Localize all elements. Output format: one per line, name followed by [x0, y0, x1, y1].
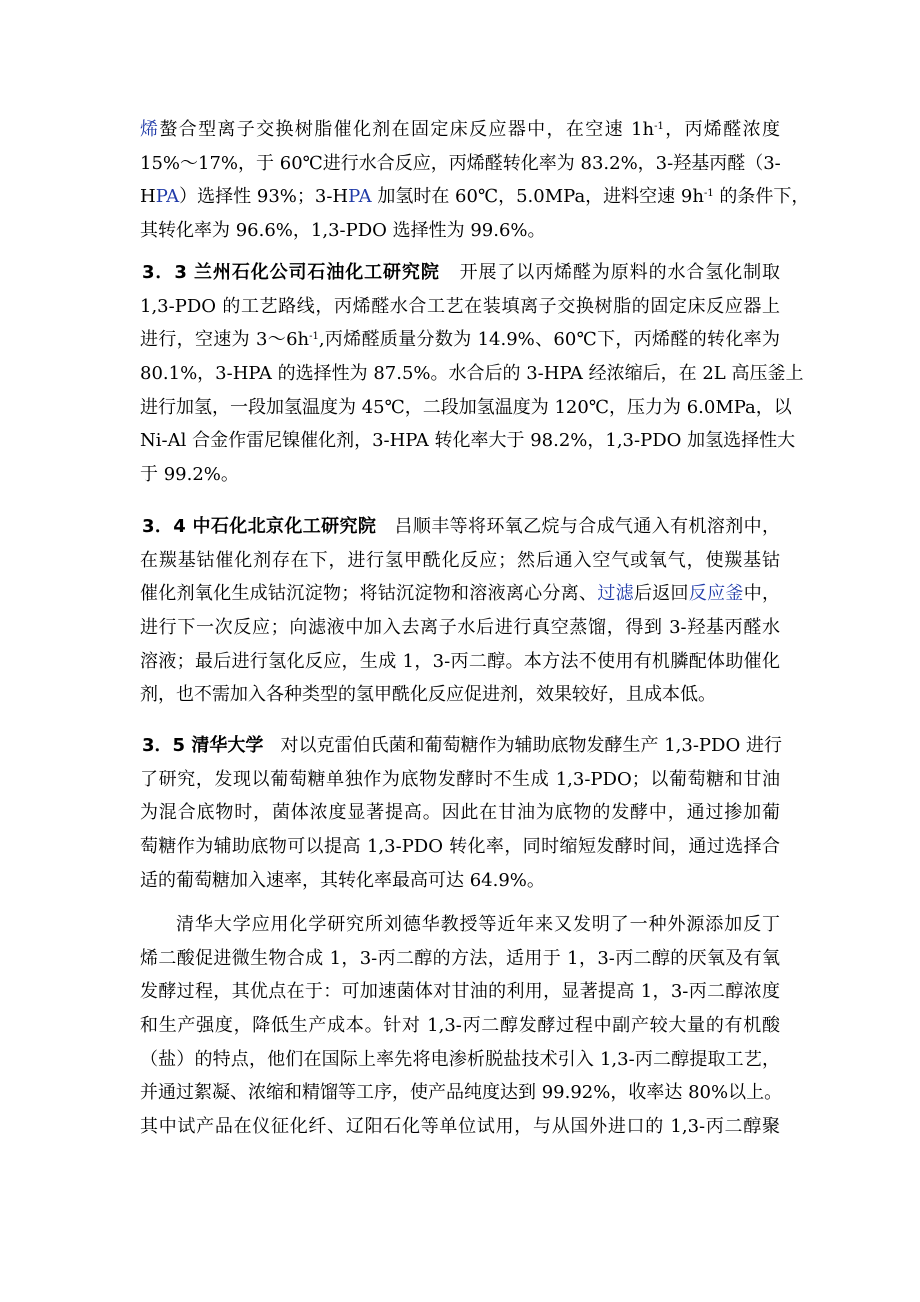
text-line: 在羰基钴催化剂存在下，进行氢甲酰化反应；然后通入空气或氧气，使羰基钴 — [140, 549, 780, 571]
text-line: 适的葡萄糖加入速率，其转化率最高可达 64.9%。 — [140, 869, 545, 891]
section-heading: 3．5 清华大学 — [142, 735, 264, 756]
text-line: 进行，空速为 $3\sim 6h^{-1}$,丙烯醛质量分数为 14.9%、60℃下，丙烯醛的转化率为 — [140, 329, 780, 351]
section-heading: 3．3 兰州石化公司石油化工研究院 — [142, 262, 440, 283]
text-line: 溶液；最后进行氢化反应，生成 1，3-丙二醇。本方法不使用有机膦配体助催化 — [140, 650, 780, 672]
text-line: 为混合底物时，菌体浓度显著提高。因此在甘油为底物的发酵中，通过掺加葡 — [140, 802, 780, 824]
text-line: HPA）选择性 93%；3-HPA 加氢时在 60℃，5.0MPa，进料空速 $9h^{-1}$ 的条件下， — [140, 186, 810, 208]
link-text[interactable]: 过滤 — [597, 583, 634, 605]
text-line: 和生产强度，降低生产成本。针对 1,3-丙二醇发酵过程中副产较大量的有机酸 — [140, 1015, 780, 1037]
paragraph-catalyst-intro — [140, 113, 810, 248]
section-heading: 3．4 中石化北京化工研究院 — [142, 516, 377, 537]
link-text[interactable]: 反应釜 — [688, 583, 744, 605]
text-line: 清华大学应用化学研究所刘德华教授等近年来又发明了一种外源添加反丁 — [176, 914, 780, 935]
section-3-4 — [140, 510, 780, 712]
text-line: 1,3-PDO 的工艺路线，丙烯醛水合工艺在装填离子交换树脂的固定床反应器上 — [140, 295, 780, 317]
text-line: 3．5 清华大学 对以克雷伯氏菌和葡萄糖作为辅助底物发酵生产 1,3-PDO 进行 — [142, 735, 782, 756]
text-line: 烯螯合型离子交换树脂催化剂在固定床反应器中，在空速 $1h^{-1}$，丙烯醛浓度 — [140, 119, 781, 140]
text-line: 进行加氢，一段加氢温度为 45℃，二段加氢温度为 120℃，压力为 6.0MPa，以 — [140, 396, 792, 418]
link-text[interactable]: PA — [348, 186, 372, 208]
text-line: 其转化率为 96.6%，1,3-PDO 选择性为 99.6%。 — [140, 220, 546, 242]
text-line: Ni-Al 合金作雷尼镍催化剂，3-HPA 转化率大于 98.2%，1,3-PDO 加氢选择性大 — [140, 430, 796, 452]
text-line: 于 99.2%。 — [140, 464, 239, 486]
text-line: 烯二酸促进微生物合成 1，3-丙二醇的方法，适用于 1，3-丙二醇的厌氧及有氧 — [140, 947, 780, 969]
text-line: 并通过絮凝、浓缩和精馏等工序，使产品纯度达到 99.92%，收率达 80%以上。 — [140, 1082, 783, 1104]
section-3-5 — [140, 729, 780, 897]
text-line: 萄糖作为辅助底物可以提高 1,3-PDO 转化率，同时缩短发酵时间，通过选择合 — [140, 836, 780, 858]
text-line: （盐）的特点，他们在国际上率先将电渗析脱盐技术引入 1,3-丙二醇提取工艺， — [140, 1048, 780, 1070]
link-text[interactable]: 烯 — [140, 119, 160, 140]
text-line: 15%～17%，于 60℃进行水合反应，丙烯醛转化率为 83.2%，3-羟基丙醛（3- — [140, 152, 781, 174]
text-line: 了研究，发现以葡萄糖单独作为底物发酵时不生成 1,3-PDO；以葡萄糖和甘油 — [140, 768, 780, 790]
text-line: 3．3 兰州石化公司石油化工研究院 开展了以丙烯醛为原料的水合氢化制取 — [142, 262, 780, 283]
link-text[interactable]: PA — [155, 186, 180, 208]
paragraph-tsinghua-research — [140, 908, 783, 1144]
text-line: 进行下一次反应；向滤液中加入去离子水后进行真空蒸馏，得到 3-羟基丙醛水 — [140, 617, 780, 639]
text-line: 催化剂氧化生成钴沉淀物；将钴沉淀物和溶液离心分离、过滤后返回反应釜中， — [140, 583, 781, 605]
text-line: 3．4 中石化北京化工研究院 吕顺丰等将环氧乙烷与合成气通入有机溶剂中， — [142, 516, 780, 537]
section-3-3 — [140, 256, 804, 492]
text-line: 发酵过程，其优点在于：可加速菌体对甘油的利用，显著提高 1，3-丙二醇浓度 — [140, 981, 780, 1003]
text-line: 其中试产品在仪征化纤、辽阳石化等单位试用，与从国外进口的 1,3-丙二醇聚 — [140, 1116, 780, 1138]
text-line: 80.1%，3-HPA 的选择性为 87.5%。水合后的 3-HPA 经浓缩后，在 2L 高压釜上 — [140, 363, 804, 385]
text-line: 剂，也不需加入各种类型的氢甲酰化反应促进剂，效果较好，且成本低。 — [140, 684, 716, 706]
